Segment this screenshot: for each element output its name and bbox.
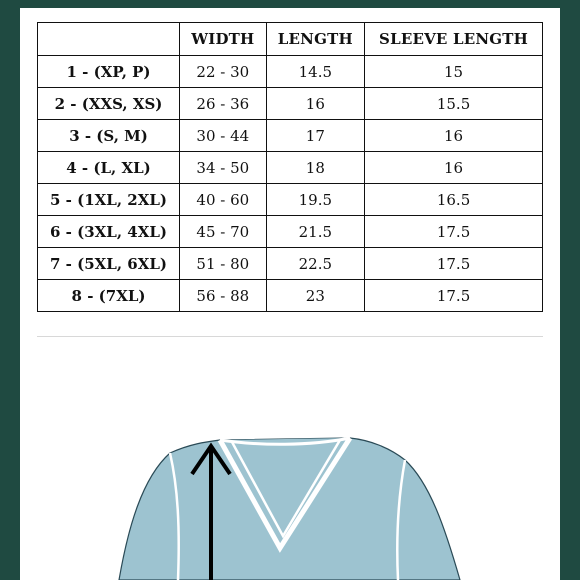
cell-length: 17	[266, 120, 365, 152]
cell-size: 5 - (1XL, 2XL)	[38, 184, 180, 216]
cell-sleeve: 16.5	[365, 184, 543, 216]
cell-width: 34 - 50	[180, 152, 267, 184]
cell-size: 4 - (L, XL)	[38, 152, 180, 184]
cell-length: 22.5	[266, 248, 365, 280]
cell-size: 2 - (XXS, XS)	[38, 88, 180, 120]
cell-sleeve: 16	[365, 152, 543, 184]
cell-sleeve: 15	[365, 56, 543, 88]
cell-length: 21.5	[266, 216, 365, 248]
cell-length: 19.5	[266, 184, 365, 216]
cell-width: 40 - 60	[180, 184, 267, 216]
header-length: LENGTH	[266, 23, 365, 56]
cell-length: 16	[266, 88, 365, 120]
cardigan-sweater-icon	[20, 8, 560, 580]
cell-width: 45 - 70	[180, 216, 267, 248]
cell-size: 8 - (7XL)	[38, 280, 180, 312]
cell-sleeve: 15.5	[365, 88, 543, 120]
header-width: WIDTH	[180, 23, 267, 56]
cell-sleeve: 17.5	[365, 216, 543, 248]
cell-sleeve: 16	[365, 120, 543, 152]
cell-sleeve: 17.5	[365, 280, 543, 312]
cell-width: 51 - 80	[180, 248, 267, 280]
cell-size: 6 - (3XL, 4XL)	[38, 216, 180, 248]
cell-size: 1 - (XP, P)	[38, 56, 180, 88]
cell-size: 3 - (S, M)	[38, 120, 180, 152]
cell-length: 23	[266, 280, 365, 312]
cell-length: 14.5	[266, 56, 365, 88]
cell-length: 18	[266, 152, 365, 184]
size-chart-sheet	[20, 8, 560, 580]
cell-sleeve: 17.5	[365, 248, 543, 280]
header-sleeve-length: SLEEVE LENGTH	[365, 23, 543, 56]
cell-width: 26 - 36	[180, 88, 267, 120]
cell-width: 30 - 44	[180, 120, 267, 152]
cell-width: 22 - 30	[180, 56, 267, 88]
cell-width: 56 - 88	[180, 280, 267, 312]
cell-size: 7 - (5XL, 6XL)	[38, 248, 180, 280]
